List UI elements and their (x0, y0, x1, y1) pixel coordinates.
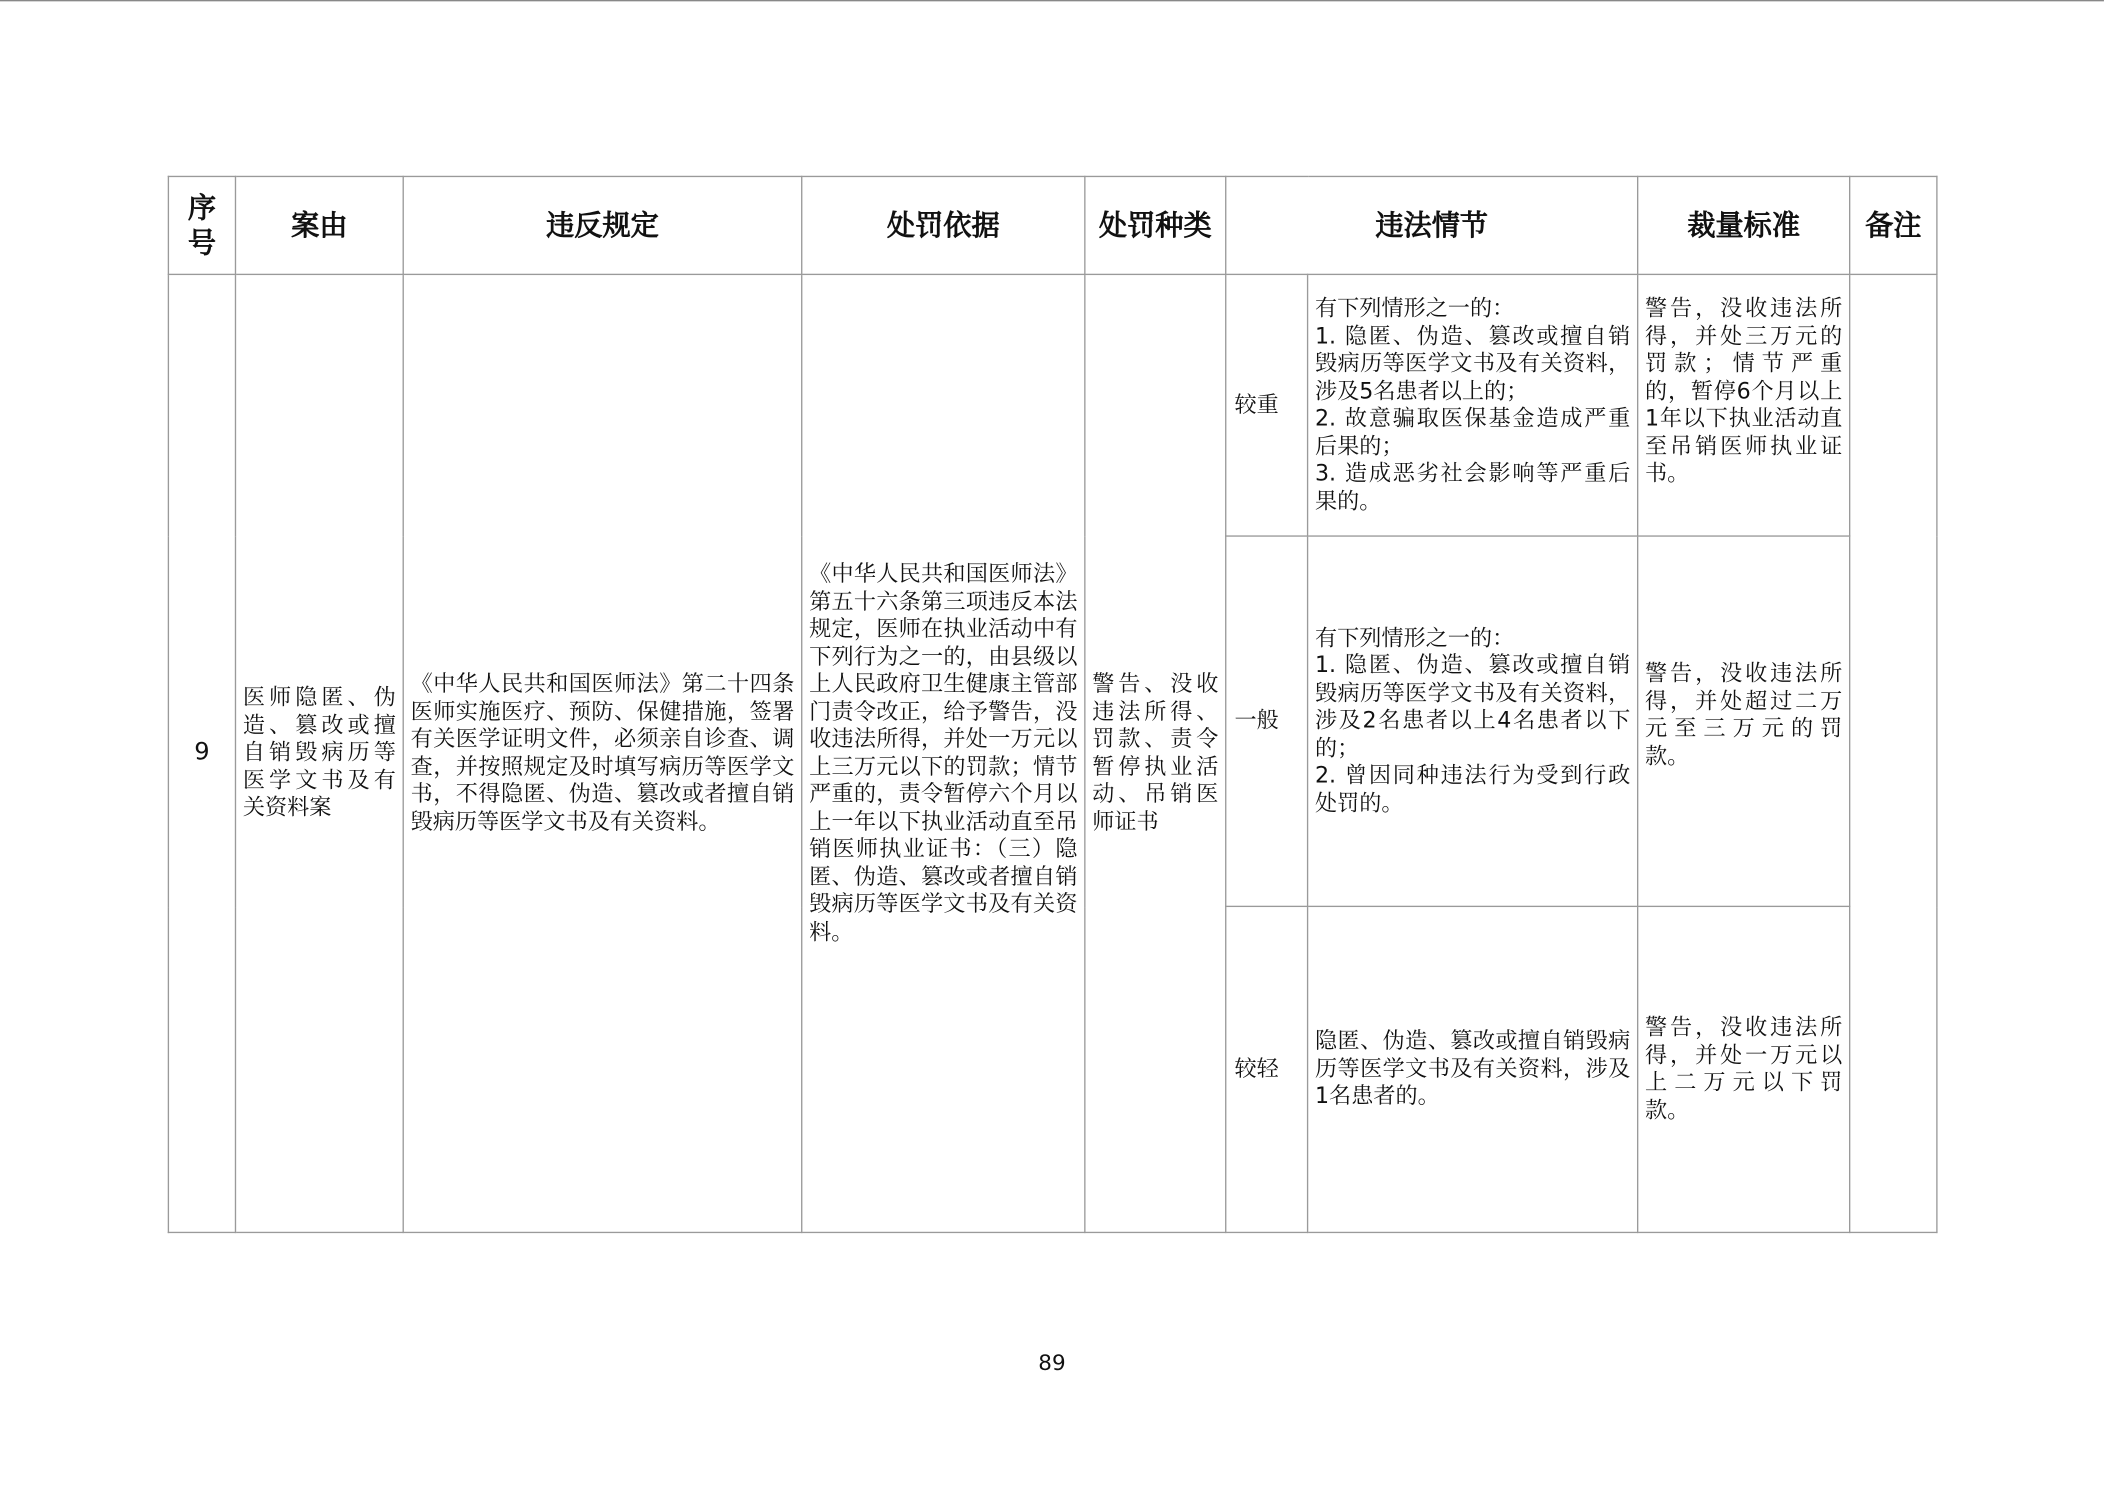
row-basis: 《中华人民共和国医师法》第五十六条第三项违反本法规定，医师在执业活动中有下列行为之一的，由县级以上人民政府卫生健康主管部门责令改正，给予警告，没收违法所得，并处一万元以上三万元以下的罚款；情节严重的，责令暂停六个月以上一年以下执业活动直至吊销医师执业证书：（三）隐匿、伪造、篡改或者擅自销毁病历等医学文书及有关资料。 (802, 274, 1085, 1232)
header-case: 案由 (235, 176, 403, 274)
header-circumstance: 违法情节 (1226, 176, 1638, 274)
row-seq: 9 (168, 274, 235, 1232)
row-penalty-type: 警告、没收违法所得、罚款、责令暂停执业活动、吊销医师证书 (1085, 274, 1226, 1232)
circumstance-line: 1. 隐匿、伪造、篡改或擅自销毁病历等医学文书及有关资料，涉及2名患者以上4名患者以下的； (1314, 652, 1631, 761)
table-row (168, 274, 1936, 536)
header-remark: 备注 (1850, 176, 1937, 274)
circumstance-line: 2. 曾因同种违法行为受到行政处罚的。 (1314, 762, 1631, 816)
circumstance-line: 有下列情形之一的： (1314, 624, 1515, 651)
header-basis: 处罚依据 (802, 176, 1085, 274)
circumstance-general (1308, 536, 1638, 906)
penalty-discretion-table (168, 176, 1938, 1233)
circumstance-line: 有下列情形之一的： (1314, 295, 1515, 321)
header-seq: 序 号 (168, 176, 235, 274)
circumstance-line: 2. 故意骗取医保基金造成严重后果的； (1314, 405, 1631, 459)
page-number: 89 (1038, 1349, 1066, 1376)
top-border-line (0, 0, 2104, 1)
circumstance-line: 3. 造成恶劣社会影响等严重后果的。 (1314, 460, 1631, 514)
header-standard: 裁量标准 (1638, 176, 1850, 274)
circumstance-minor (1308, 906, 1638, 1232)
level-minor: 较轻 (1226, 906, 1308, 1232)
circumstance-severe (1308, 274, 1638, 536)
level-severe: 较重 (1226, 274, 1308, 536)
standard-severe: 警告，没收违法所得，并处三万元的罚款；情节严重的，暂停6个月以上1年以下执业活动直至吊销医师执业证书。 (1638, 274, 1850, 536)
header-row (168, 176, 1936, 274)
circumstance-line: 1. 隐匿、伪造、篡改或擅自销毁病历等医学文书及有关资料，涉及5名患者以上的； (1314, 322, 1631, 404)
row-violation: 《中华人民共和国医师法》第二十四条医师实施医疗、预防、保健措施，签署有关医学证明文件，必须亲自诊查、调查，并按照规定及时填写病历等医学文书，不得隐匿、伪造、篡改或者擅自销毁病历等医学文书及有关资料。 (403, 274, 802, 1232)
header-type: 处罚种类 (1085, 176, 1226, 274)
row-remark (1850, 274, 1937, 1232)
standard-minor: 警告，没收违法所得，并处一万元以上二万元以下罚款。 (1638, 906, 1850, 1232)
standard-general: 警告，没收违法所得，并处超过二万元至三万元的罚款。 (1638, 536, 1850, 906)
row-case: 医师隐匿、伪造、篡改或擅自销毁病历等医学文书及有关资料案 (235, 274, 403, 1232)
circumstance-line: 隐匿、伪造、篡改或擅自销毁病历等医学文书及有关资料，涉及1名患者的。 (1314, 1028, 1631, 1109)
level-general: 一般 (1226, 536, 1308, 906)
header-violation: 违反规定 (403, 176, 802, 274)
